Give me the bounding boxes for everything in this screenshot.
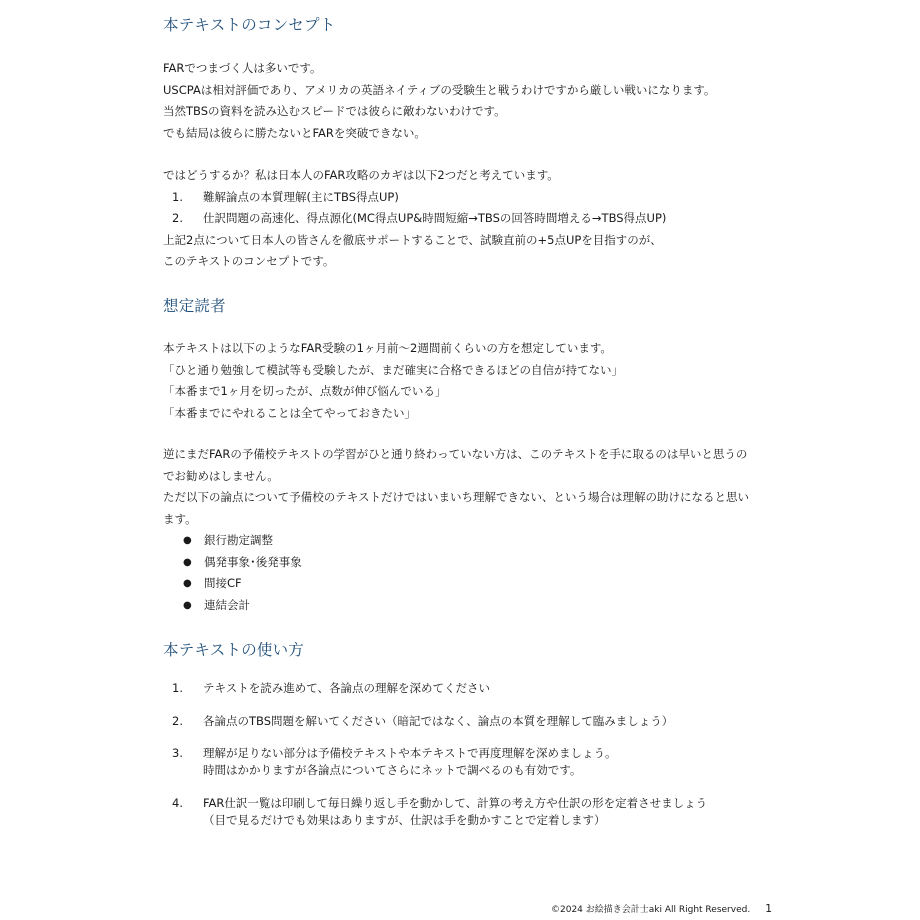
list-number: 2.: [172, 211, 183, 225]
list-item: [163, 530, 763, 552]
step-line: 時間はかかりますが各論点についてさらにネットで調べるのも有効です。: [203, 763, 582, 777]
readers-intro: 本テキストは以下のようなFAR受験の1ヶ月前～2週間前くらいの方を想定しています。: [163, 341, 612, 355]
list-item: [163, 680, 783, 697]
copyright-notice: ©2024 お絵描き会計士aki All Right Reserved.: [551, 905, 751, 915]
concept-line-2: USCPAは相対評価であり、アメリカの英語ネイティブの受験生と戦うわけですから厳しい戦いになります。: [163, 82, 716, 97]
list-number: 2.: [172, 713, 183, 728]
concept-closing-1: 上記2点について日本人の皆さんを徹底サポートすることで、試験直前の+5点UPを目指すのが、: [163, 232, 662, 247]
list-item: [163, 187, 763, 209]
step-line: テキストを読み進めて、各論点の理解を深めてください: [203, 681, 491, 695]
concept-line-1: FARでつまづく人は多いです。: [163, 61, 322, 75]
list-number: 3.: [172, 746, 183, 760]
concept-line-4: でも結局は彼らに勝たないとFARを突破できない。: [163, 125, 426, 140]
key-points-list: [163, 187, 763, 230]
step-line: 理解が足りない部分は予備校テキストや本テキストで再度理解を深めましょう。: [203, 746, 617, 760]
list-item: [163, 208, 763, 230]
step-line: FAR仕訳一覧は印刷して毎日繰り返し手を動かして、計算の考え方や仕訳の形を定着させましょう: [203, 795, 708, 810]
section-heading-readers: 想定読者: [163, 297, 226, 315]
list-item: [163, 745, 783, 779]
list-number: 1.: [172, 189, 183, 204]
page-footer: [551, 902, 772, 915]
list-number: 4.: [172, 795, 183, 810]
concept-question: ではどうするか？私は日本人のFAR攻略のカギは以下2つだと考えています。: [163, 168, 559, 182]
step-line: （目で見るだけでも効果はありますが、仕訳は手を動かすことで定着します）: [203, 812, 606, 827]
bullet-icon: ●: [183, 599, 192, 611]
step-text: [203, 795, 707, 829]
list-item: [163, 552, 763, 574]
readers-helpful: ただ以下の論点について予備校のテキストだけではいまいち理解できない、という場合は理解の助けになると思います。: [163, 490, 750, 526]
concept-line-3: 当然TBSの資料を読み込むスピードでは彼らに敵わないわけです。: [163, 104, 506, 118]
topic-label: 偶発事象･後発事象: [204, 554, 302, 569]
concept-closing-2: このテキストのコンセプトです。: [163, 254, 335, 268]
section-heading-concept: 本テキストのコンセプト: [163, 16, 336, 34]
list-item: [163, 795, 783, 829]
step-text: [203, 713, 673, 730]
readers-quote: 「ひと通り勉強して模試等も受験したが、まだ確実に合格できるほどの自信が持てない」: [163, 362, 623, 377]
bullet-icon: ●: [183, 535, 192, 546]
page-number: 1: [765, 902, 773, 915]
step-line: 各論点のTBS問題を解いてください（暗記ではなく、論点の本質を理解して臨みましょう）: [203, 713, 674, 728]
readers-quote: 「本番まで1ヶ月を切ったが、点数が伸び悩んでいる」: [163, 384, 447, 398]
topics-list: [163, 530, 763, 616]
usage-steps-list: [163, 680, 783, 829]
list-item: [163, 713, 783, 730]
topic-label: 銀行勘定調整: [204, 533, 273, 547]
step-text: [203, 680, 490, 697]
topic-label: 間接CF: [204, 576, 242, 590]
list-item: [163, 573, 763, 595]
topic-label: 連結会計: [204, 597, 250, 612]
step-text: [203, 745, 617, 779]
bullet-icon: ●: [183, 578, 192, 589]
bullet-icon: ●: [183, 556, 192, 568]
readers-not-recommended: 逆にまだFARの予備校テキストの学習がひと通り終わっていない方は、このテキストを手に取るのは早いと思うのでお勧めはしません。: [163, 447, 748, 483]
readers-quote: 「本番までにやれることは全てやっておきたい」: [163, 405, 416, 420]
list-item-text: 難解論点の本質理解(主にTBS得点UP): [203, 189, 399, 204]
section-heading-usage: 本テキストの使い方: [163, 641, 304, 659]
list-number: 1.: [172, 681, 183, 695]
list-item-text: 仕訳問題の高速化、得点源化(MC得点UP&時間短縮→TBSの回答時間増える→TBS得点UP): [203, 211, 667, 225]
list-item: [163, 595, 763, 617]
